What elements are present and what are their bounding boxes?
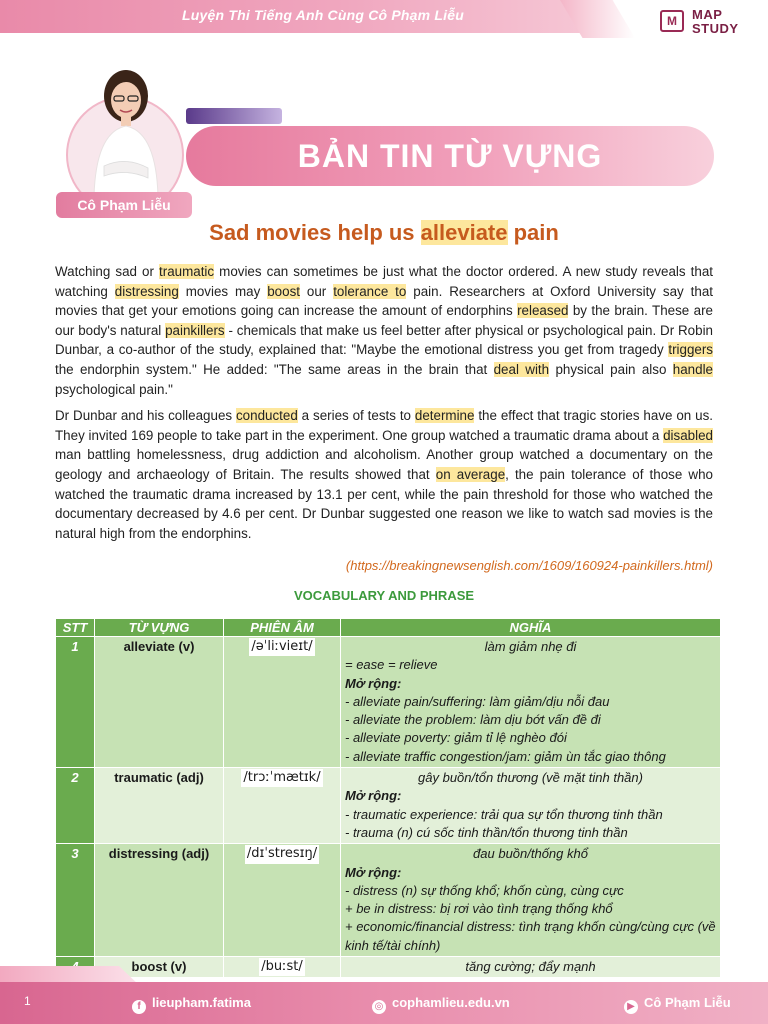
website-link[interactable] (372, 995, 510, 1014)
vocab-meaning (341, 844, 721, 957)
row-number: 3 (56, 844, 95, 957)
vocab-ipa-cell (224, 637, 341, 768)
header-stt: STT (56, 619, 95, 637)
article-text: man battling homelessness, drug addiction and alcoholism. Another group watched a documentary on the geology and archaeology of Britain. The results showed that (55, 447, 713, 482)
vocab-ipa-cell (224, 844, 341, 957)
article-paragraph-2 (55, 406, 713, 543)
table-row (56, 768, 721, 844)
vocab-ipa-cell (224, 957, 341, 978)
article-text: a series of tests to (297, 408, 415, 424)
header-meaning: NGHĨA (341, 619, 721, 637)
table-row (56, 637, 721, 768)
vocab-ipa: /buːst/ (259, 958, 305, 976)
youtube-channel: Cô Phạm Liễu (644, 995, 731, 1010)
highlighted-vocab: on average (435, 466, 506, 482)
highlighted-vocab: conducted (235, 408, 298, 424)
header-ipa: PHIÊN ÂM (224, 619, 341, 637)
article-text: the effect that tragic stories have on us. They invited 169 people to take part in the experiment. One group watched a traumatic drama about a (55, 408, 714, 443)
vocab-table (55, 618, 721, 978)
header-word: TỪ VỰNG (95, 619, 224, 637)
vocab-word: traumatic (adj) (95, 768, 224, 844)
vocab-meaning (341, 637, 721, 768)
highlighted-vocab: painkillers (165, 322, 225, 338)
article-text: Dr Dunbar and his colleagues (55, 408, 236, 424)
highlighted-vocab: determine (414, 408, 475, 424)
vocab-word: alleviate (v) (95, 637, 224, 768)
headline-after: pain (507, 220, 559, 245)
vocab-ipa: /dɪˈstresɪŋ/ (245, 845, 319, 863)
meaning-line: - alleviate poverty: giảm tỉ lệ nghèo đói (345, 730, 567, 746)
article-text: Watching sad or (55, 264, 160, 279)
highlighted-vocab: triggers (668, 342, 713, 358)
vocab-ipa-cell (224, 768, 341, 844)
row-number: 1 (56, 637, 95, 768)
facebook-handle: lieupham.fatima (152, 995, 251, 1010)
vocab-meaning (341, 957, 721, 978)
meaning-line: - alleviate the problem: làm dịu bớt vấn đề đi (345, 712, 601, 728)
table-row (56, 957, 721, 978)
meaning-line: làm giảm nhẹ đi (484, 639, 577, 654)
article-text: - chemicals that make us feel better after physical or psychological pain. Dr Robin Dunbar, a co-author of the study, explained that: "Maybe the emotional distress you get from tragedy (55, 322, 713, 358)
youtube-icon: ▶ (624, 1000, 638, 1014)
teacher-avatar (76, 56, 176, 196)
highlighted-vocab: boost (267, 283, 300, 299)
meaning-line: + be in distress: bị rơi vào tình trạng thống khổ (345, 901, 613, 917)
vocab-word: boost (v) (95, 957, 224, 978)
highlighted-vocab: traumatic (159, 264, 215, 279)
vocab-meaning (341, 768, 721, 844)
meaning-line: tăng cường; đẩy mạnh (465, 959, 596, 975)
table-header-row (56, 619, 721, 637)
article-text: our (300, 283, 334, 299)
meaning-line: = ease = relieve (345, 657, 438, 673)
highlighted-vocab: released (517, 303, 569, 319)
meaning-line: đau buồn/thống khổ (473, 846, 588, 862)
meaning-line: - alleviate traffic congestion/jam: giảm ùn tắc giao thông (345, 748, 666, 764)
brand-line-1: MAP (692, 7, 723, 22)
highlighted-vocab: tolerance to (333, 283, 407, 299)
title-accent (186, 108, 282, 124)
article-text: pain. Researchers at Oxford University say that movies that get your emotions going can increase the amount of endorphins (55, 283, 713, 319)
meaning-subheading: Mở rộng: (345, 788, 402, 804)
article-text: physical pain also (549, 361, 673, 377)
meaning-subheading: Mở rộng: (345, 675, 402, 691)
meaning-line: - traumatic experience: trải qua sự tổn thương tinh thần (345, 806, 663, 822)
brand-line-2: STUDY (692, 21, 739, 36)
website-url: cophamlieu.edu.vn (392, 995, 510, 1010)
article-text: movies can sometimes be just what the doctor ordered. A new study reveals that watching (55, 264, 713, 299)
article-text: the endorphin system." He added: "The same areas in the brain that (55, 361, 494, 377)
page-number: 1 (24, 994, 31, 1008)
teacher-name-tag: Cô Phạm Liễu (56, 192, 192, 218)
row-number: 2 (56, 768, 95, 844)
youtube-link[interactable] (624, 995, 731, 1014)
article-paragraph-1 (55, 262, 713, 399)
table-row (56, 844, 721, 957)
brand-mark-icon: M (660, 10, 684, 32)
article-text: , the pain tolerance of those who watched the traumatic drama increased by 13.1 per cent, while the pain threshold for those who watched the documentary decreased by 4.6 per cent. Dr Dunbar suggested one reason we like to watch sad movies is the natural high from the endorphins. (55, 466, 713, 541)
source-link[interactable]: (https://breakingnewsenglish.com/1609/160924-painkillers.html) (345, 558, 713, 573)
meaning-line: - distress (n) sự thống khổ; khốn cùng, cùng cực (345, 882, 624, 898)
meaning-subheading: Mở rộng: (345, 864, 402, 880)
vocab-table-body (56, 637, 721, 978)
footer (0, 982, 768, 1024)
highlighted-vocab: distressing (114, 283, 179, 299)
vocab-heading: VOCABULARY AND PHRASE (293, 588, 475, 603)
highlighted-vocab: handle (672, 361, 713, 377)
facebook-icon: f (132, 1000, 146, 1014)
meaning-line: + economic/financial distress: tình trạng khốn cùng/cùng cực (về kinh tế/tài chính) (345, 919, 716, 953)
article-text: movies may (178, 283, 268, 299)
highlighted-vocab: disabled (663, 427, 713, 443)
highlighted-vocab: deal with (493, 361, 550, 377)
article-headline (0, 220, 768, 246)
top-tagline: Luyện Thi Tiếng Anh Cùng Cô Phạm Liễu (182, 7, 464, 23)
article-body (55, 262, 713, 550)
meaning-line: - alleviate pain/suffering: làm giảm/dịu nỗi đau (345, 693, 610, 709)
vocab-word: distressing (adj) (95, 844, 224, 957)
meaning-line: gây buồn/tổn thương (về mặt tinh thần) (418, 770, 643, 786)
meaning-line: - trauma (n) cú sốc tinh thần/tổn thương tinh thần (345, 824, 628, 840)
headline-before: Sad movies help us (209, 220, 421, 245)
page-title: BẢN TIN TỪ VỰNG (297, 138, 603, 174)
globe-icon: ◎ (372, 1000, 386, 1014)
article-text: by the brain. These are our body's natural (55, 303, 713, 338)
article-text: psychological pain." (55, 381, 173, 397)
facebook-link[interactable] (132, 995, 251, 1014)
headline-highlight: alleviate (420, 220, 508, 245)
vocab-ipa: /əˈliːvieɪt/ (249, 638, 314, 656)
top-banner (0, 0, 768, 38)
brand-name (692, 8, 762, 36)
brand-logo[interactable] (660, 8, 760, 38)
vocab-ipa: /trɔːˈmætɪk/ (241, 769, 322, 787)
